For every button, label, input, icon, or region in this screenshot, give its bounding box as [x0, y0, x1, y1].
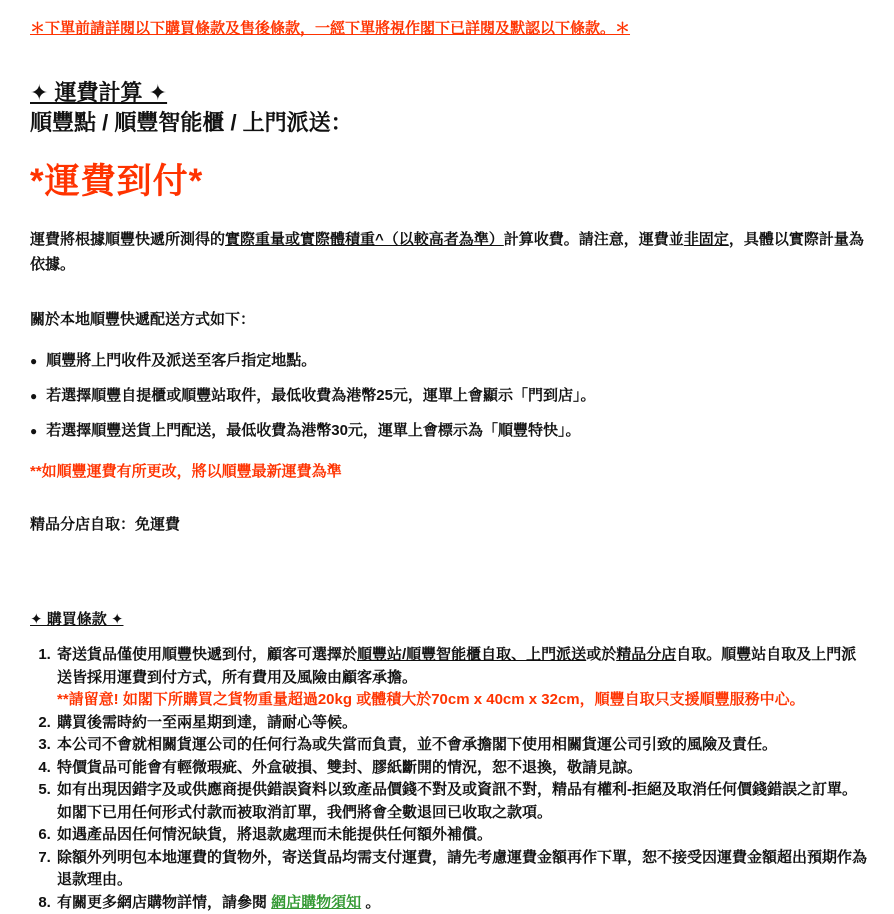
delivery-bullet-text: 若選擇順豐送貨上門配送，最低收費為港幣30元，運單上會標示為「順豐特快」。 [46, 422, 581, 440]
freight-basis-paragraph [30, 228, 868, 278]
term-item-4: 4. 特價貨品可能會有輕微瑕疵、外盒破損、雙封、膠紙斷開的情況，恕不退換，敬請見諒。 [55, 757, 868, 780]
store-pickup-note: 精品分店自取：免運費 [30, 516, 181, 534]
term1-boutique-underlined: 精品分店 [616, 646, 677, 664]
top-order-notice: ＊下單前請詳閱以下購買條款及售後條款，一經下單將視作閣下已詳閱及默認以下條款。＊ [30, 20, 631, 37]
delivery-bullet-door-pickup [30, 350, 868, 371]
term-item-5: 5. 如有出現因錯字及或供應商提供錯誤資料以致產品價錢不對及或資訊不對，精品有權利-拒絕及取消任何價錢錯誤之訂單。如閣下已用任何形式付款而被取消訂單，我們將會全數退回已收取之款項。 [55, 779, 868, 824]
delivery-bullet-text: 若選擇順豐自提櫃或順豐站取件，最低收費為港幣25元，運單上會顯示「門到店」。 [46, 387, 596, 405]
basis-segment-1: 運費將根據順豐快遞所測得的 [30, 230, 226, 248]
term-item-6: 6. 如遇產品因任何情況缺貨，將退款處理而未能提供任何額外補償。 [55, 824, 868, 847]
shop-guide-link[interactable]: 網店購物須知 [271, 893, 362, 911]
term1-segment-3: 自取。順豐站自取及上門派送皆採用運費到付方式，所有費用及風險由顧客承擔。 [57, 646, 857, 686]
freight-collect-banner: *運費到付* [30, 162, 204, 202]
bullet-dot-icon: ● [30, 389, 38, 404]
delivery-methods-subheading: 順豐點 / 順豐智能櫃 / 上門派送： [30, 109, 353, 135]
term-item-3: 3. 本公司不會就相關貨運公司的任何行為或失當而負責，並不會承擔閣下使用相關貨運公司引致的風險及責任。 [55, 734, 868, 757]
delivery-bullet-text: 順豐將上門收件及派送至客戶指定地點。 [46, 352, 317, 370]
term-item-2: 2. 購買後需時約一至兩星期到達，請耐心等候。 [55, 712, 868, 735]
term1-segment-1: 寄送貨品僅使用順豐快遞到付，顧客可選擇於 [57, 646, 358, 664]
basis-segment-notfixed-underlined: 非固定 [683, 230, 729, 248]
term-item-8 [55, 892, 868, 914]
term8-segment-1: 有關更多網店購物詳情，請參閱 [57, 893, 272, 911]
term1-pickup-options-underlined: 順豐站/順豐智能櫃自取、上門派送 [357, 646, 587, 664]
purchase-terms-heading: ✦ 購買條款 ✦ [30, 611, 124, 629]
delivery-bullet-locker-station [30, 385, 868, 406]
delivery-bullet-home-delivery [30, 420, 868, 441]
shipping-calc-heading: ✦ 運費計算 ✦ [30, 80, 168, 105]
term-item-7: 7. 除額外列明包本地運費的貨物外，寄送貨品均需支付運費，請先考慮運費金額再作下單，恕不接受因運費金額超出預期作為退款理由。 [55, 847, 868, 892]
term1-weight-size-warning: **請留意! 如閣下所購買之貨物重量超過20kg 或體積大於70cm x 40cm x 32cm，順豐自取只支援順豐服務中心。 [57, 691, 805, 709]
basis-segment-2: 計算收費。請注意，運費並 [503, 230, 684, 248]
delivery-options-list [30, 350, 868, 441]
local-delivery-intro: 關於本地順豐快遞配送方式如下： [30, 311, 256, 329]
bullet-dot-icon: ● [30, 424, 38, 439]
purchase-terms-list [30, 644, 868, 914]
fee-change-note: **如順豐運費有所更改，將以順豐最新運費為準 [30, 463, 342, 481]
basis-segment-weight-underlined: 實際重量或實際體積重^（以較高者為準） [225, 230, 504, 248]
basis-segment-3: ，具體以實際計量為依據。 [30, 230, 864, 273]
bullet-dot-icon: ● [30, 354, 38, 369]
term1-segment-2: 或於 [586, 646, 617, 664]
term8-segment-2: 。 [361, 893, 381, 911]
shipping-fee-section [30, 79, 868, 535]
purchase-terms-section [30, 609, 868, 914]
term-item-1 [55, 644, 868, 712]
